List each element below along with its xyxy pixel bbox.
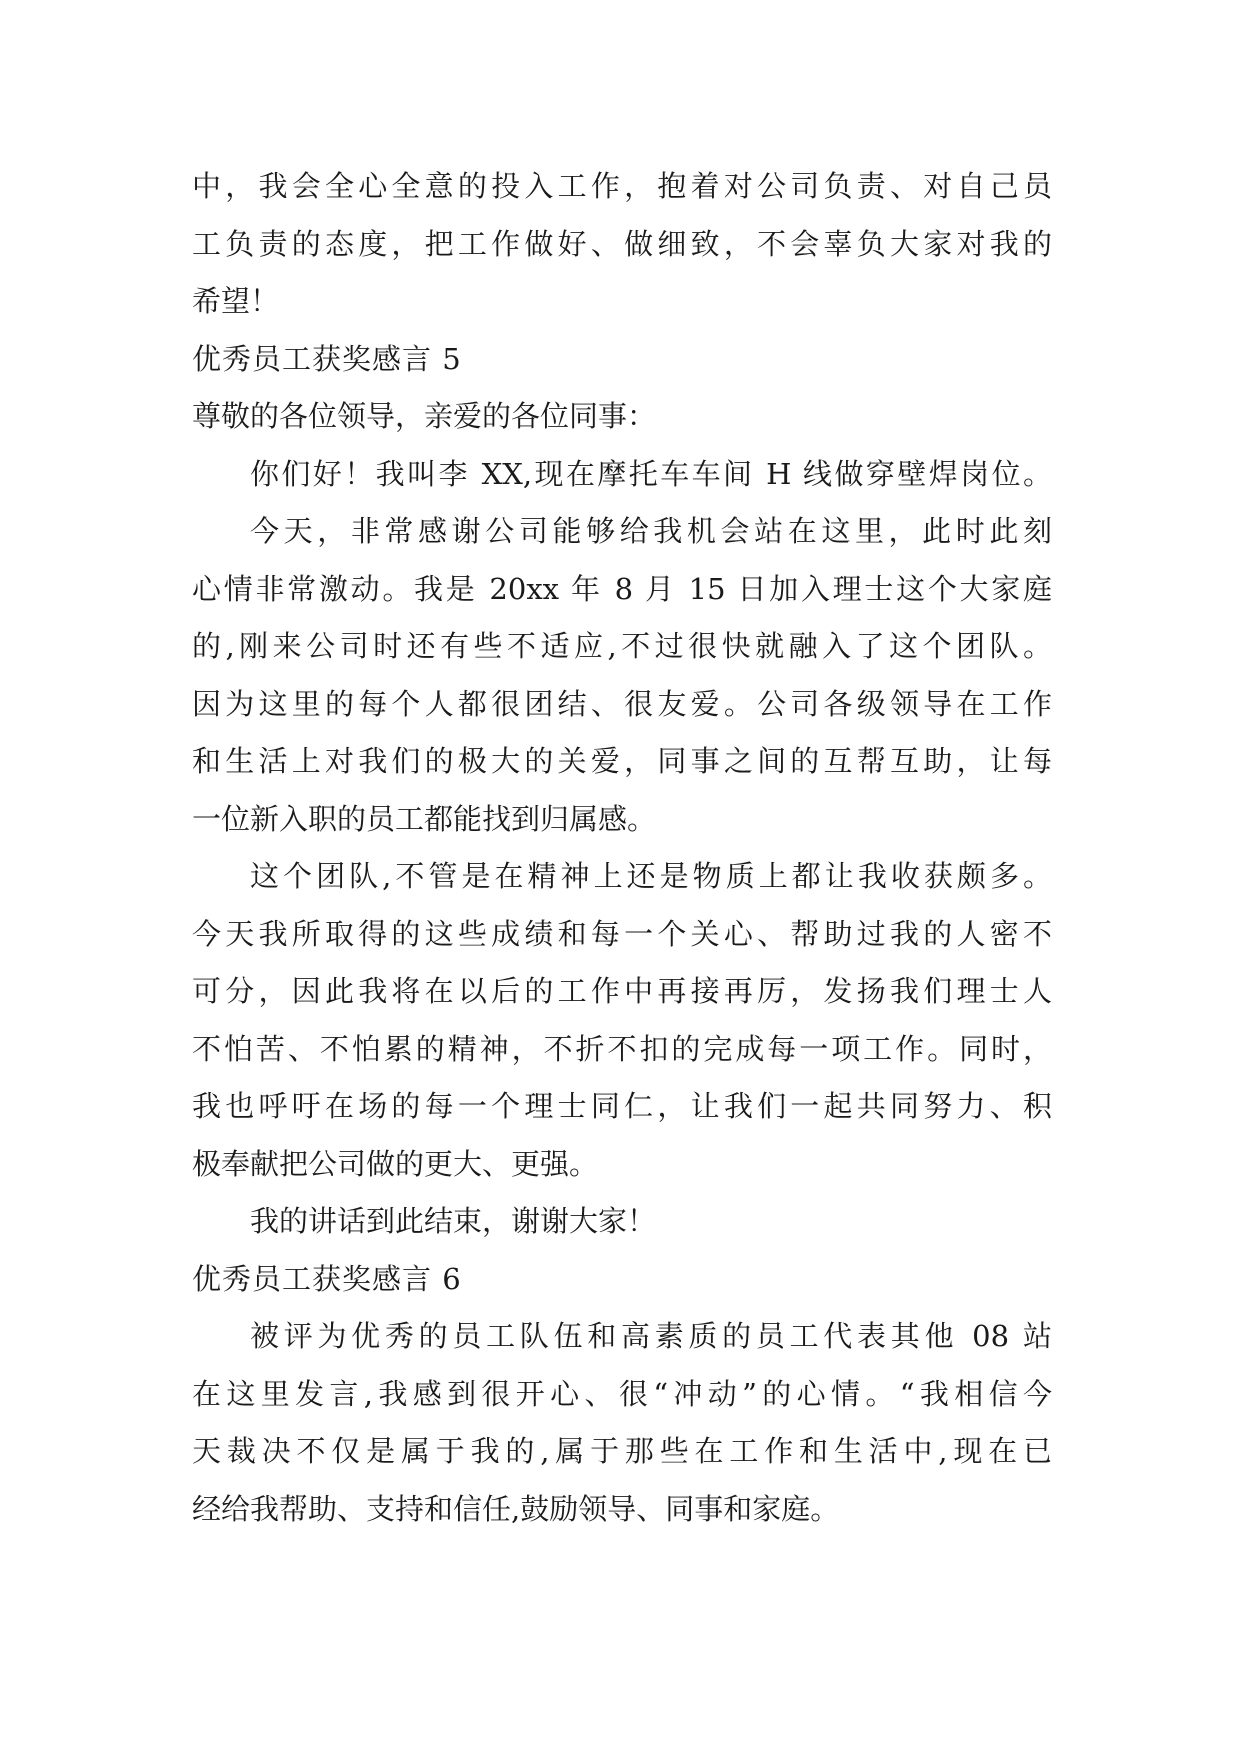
- body-line: 在这里发言,我感到很开心、很“冲动”的心情。“我相信今: [192, 1376, 1052, 1411]
- body-line: 心情非常激动。我是 20xx 年 8 月 15 日加入理士这个大家庭: [192, 571, 1052, 606]
- document-page: [192, 158, 1052, 1538]
- body-line: 极奉献把公司做的更大、更强。: [192, 1146, 599, 1181]
- section-heading-6: 优秀员工获奖感言 6: [192, 1261, 462, 1296]
- body-line: 不怕苦、不怕累的精神，不折不扣的完成每一项工作。同时，: [192, 1031, 1052, 1066]
- body-line: 可分，因此我将在以后的工作中再接再厉，发扬我们理士人: [192, 974, 1052, 1008]
- closing-line: 我的讲话到此结束，谢谢大家！: [250, 1204, 657, 1238]
- body-line: 我也呼吁在场的每一个理士同仁，让我们一起共同努力、积: [192, 1089, 1052, 1123]
- body-line: 经给我帮助、支持和信任,鼓励领导、同事和家庭。: [192, 1491, 840, 1526]
- salutation: 尊敬的各位领导，亲爱的各位同事：: [192, 399, 657, 433]
- body-line: 中，我会全心全意的投入工作，抱着对公司负责、对自己员: [192, 169, 1052, 203]
- body-line: 今天我所取得的这些成绩和每一个关心、帮助过我的人密不: [192, 916, 1052, 951]
- body-line: 因为这里的每个人都很团结、很友爱。公司各级领导在工作: [192, 686, 1052, 721]
- body-line: 这个团队,不管是在精神上还是物质上都让我收获颇多。: [250, 859, 1052, 893]
- body-line: 一位新入职的员工都能找到归属感。: [192, 801, 657, 836]
- body-line: 被评为优秀的员工队伍和高素质的员工代表其他 08 站: [250, 1319, 1052, 1353]
- body-line: 今天，非常感谢公司能够给我机会站在这里，此时此刻: [250, 514, 1052, 548]
- body-line: 的,刚来公司时还有些不适应,不过很快就融入了这个团队。: [192, 629, 1052, 663]
- body-line: 工负责的态度，把工作做好、做细致，不会辜负大家对我的: [192, 226, 1052, 261]
- section-heading-5: 优秀员工获奖感言 5: [192, 341, 462, 376]
- body-line: 和生活上对我们的极大的关爱，同事之间的互帮互助，让每: [192, 744, 1052, 778]
- body-line: 你们好！我叫李 XX,现在摩托车车间 H 线做穿壁焊岗位。: [250, 456, 1052, 491]
- body-line: 天裁决不仅是属于我的,属于那些在工作和生活中,现在已: [192, 1434, 1052, 1468]
- body-line: 希望！: [192, 284, 280, 318]
